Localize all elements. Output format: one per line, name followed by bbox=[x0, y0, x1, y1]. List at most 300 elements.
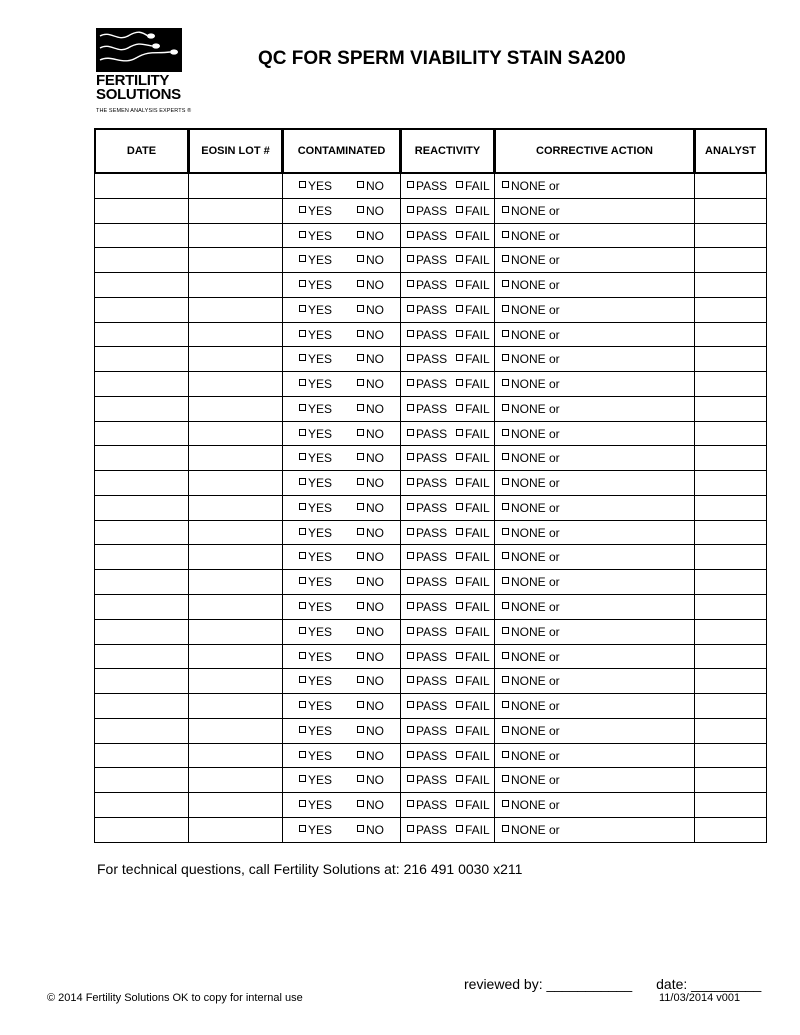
checkbox-icon bbox=[456, 181, 463, 188]
eosin-lot-cell[interactable] bbox=[189, 421, 283, 446]
pass-checkbox[interactable]: PASS bbox=[407, 180, 447, 192]
fail-checkbox[interactable]: FAIL bbox=[456, 824, 490, 836]
checkbox-icon bbox=[299, 280, 306, 287]
checkbox-icon bbox=[407, 528, 414, 535]
date-cell[interactable] bbox=[95, 520, 189, 545]
analyst-cell[interactable] bbox=[695, 223, 767, 248]
no-checkbox[interactable]: NO bbox=[357, 601, 384, 613]
no-checkbox[interactable]: NO bbox=[357, 205, 384, 217]
eosin-lot-cell[interactable] bbox=[189, 669, 283, 694]
fail-checkbox[interactable]: FAIL bbox=[456, 725, 490, 737]
analyst-cell[interactable] bbox=[695, 793, 767, 818]
none-checkbox[interactable]: NONE or bbox=[502, 205, 560, 217]
eosin-lot-cell[interactable] bbox=[189, 446, 283, 471]
no-checkbox[interactable]: NO bbox=[357, 651, 384, 663]
none-checkbox[interactable]: NONE or bbox=[502, 502, 560, 514]
table-row bbox=[95, 743, 767, 768]
yes-checkbox[interactable]: YES bbox=[299, 651, 332, 663]
pass-checkbox[interactable]: PASS bbox=[407, 304, 447, 316]
pass-checkbox[interactable]: PASS bbox=[407, 279, 447, 291]
yes-checkbox[interactable]: YES bbox=[299, 378, 332, 390]
no-checkbox[interactable]: NO bbox=[357, 551, 384, 563]
no-checkbox[interactable]: NO bbox=[357, 725, 384, 737]
analyst-cell[interactable] bbox=[695, 471, 767, 496]
analyst-cell[interactable] bbox=[695, 174, 767, 199]
date-cell[interactable] bbox=[95, 248, 189, 273]
pass-checkbox[interactable]: PASS bbox=[407, 750, 447, 762]
eosin-lot-cell[interactable] bbox=[189, 743, 283, 768]
eosin-lot-cell[interactable] bbox=[189, 198, 283, 223]
yes-checkbox[interactable]: YES bbox=[299, 502, 332, 514]
eosin-lot-cell[interactable] bbox=[189, 223, 283, 248]
checkbox-icon bbox=[456, 800, 463, 807]
eosin-lot-cell[interactable] bbox=[189, 273, 283, 298]
date-cell[interactable] bbox=[95, 595, 189, 620]
none-checkbox[interactable]: NONE or bbox=[502, 774, 560, 786]
date-cell[interactable] bbox=[95, 347, 189, 372]
pass-checkbox[interactable]: PASS bbox=[407, 329, 447, 341]
none-checkbox[interactable]: NONE or bbox=[502, 304, 560, 316]
corrective-action-cell bbox=[495, 644, 695, 669]
contaminated-cell bbox=[283, 495, 401, 520]
eosin-lot-cell[interactable] bbox=[189, 768, 283, 793]
date-cell[interactable] bbox=[95, 669, 189, 694]
no-checkbox[interactable]: NO bbox=[357, 626, 384, 638]
fail-checkbox[interactable]: FAIL bbox=[456, 230, 490, 242]
date-cell[interactable] bbox=[95, 446, 189, 471]
date-cell[interactable] bbox=[95, 545, 189, 570]
fail-checkbox[interactable]: FAIL bbox=[456, 329, 490, 341]
date-cell[interactable] bbox=[95, 396, 189, 421]
none-checkbox[interactable]: NONE or bbox=[502, 675, 560, 687]
logo-wordmark: FERTILITY SOLUTIONS bbox=[96, 72, 181, 103]
checkbox-icon bbox=[357, 206, 364, 213]
none-checkbox[interactable]: NONE or bbox=[502, 230, 560, 242]
checkbox-icon bbox=[299, 206, 306, 213]
checkbox-icon bbox=[502, 577, 509, 584]
checkbox-icon bbox=[407, 354, 414, 361]
checkbox-icon bbox=[456, 652, 463, 659]
checkbox-icon bbox=[299, 354, 306, 361]
yes-checkbox[interactable]: YES bbox=[299, 774, 332, 786]
none-checkbox[interactable]: NONE or bbox=[502, 527, 560, 539]
pass-checkbox[interactable]: PASS bbox=[407, 353, 447, 365]
fail-checkbox[interactable]: FAIL bbox=[456, 502, 490, 514]
corrective-action-cell bbox=[495, 396, 695, 421]
yes-checkbox[interactable]: YES bbox=[299, 254, 332, 266]
analyst-cell[interactable] bbox=[695, 198, 767, 223]
fail-checkbox[interactable]: FAIL bbox=[456, 551, 490, 563]
none-checkbox[interactable]: NONE or bbox=[502, 725, 560, 737]
contaminated-cell bbox=[283, 520, 401, 545]
contaminated-cell bbox=[283, 694, 401, 719]
checkbox-icon bbox=[456, 379, 463, 386]
pass-checkbox[interactable]: PASS bbox=[407, 254, 447, 266]
checkbox-icon bbox=[502, 429, 509, 436]
fail-checkbox[interactable]: FAIL bbox=[456, 180, 490, 192]
pass-checkbox[interactable]: PASS bbox=[407, 205, 447, 217]
none-checkbox[interactable]: NONE or bbox=[502, 700, 560, 712]
yes-checkbox[interactable]: YES bbox=[299, 576, 332, 588]
none-checkbox[interactable]: NONE or bbox=[502, 626, 560, 638]
table-row bbox=[95, 619, 767, 644]
reactivity-cell bbox=[401, 495, 495, 520]
corrective-action-cell bbox=[495, 595, 695, 620]
date-cell[interactable] bbox=[95, 718, 189, 743]
analyst-cell[interactable] bbox=[695, 322, 767, 347]
date-cell[interactable] bbox=[95, 495, 189, 520]
yes-checkbox[interactable]: YES bbox=[299, 700, 332, 712]
fail-checkbox[interactable]: FAIL bbox=[456, 304, 490, 316]
pass-checkbox[interactable]: PASS bbox=[407, 452, 447, 464]
pass-checkbox[interactable]: PASS bbox=[407, 799, 447, 811]
no-checkbox[interactable]: NO bbox=[357, 502, 384, 514]
checkbox-icon bbox=[456, 429, 463, 436]
eosin-lot-cell[interactable] bbox=[189, 520, 283, 545]
yes-checkbox[interactable]: YES bbox=[299, 477, 332, 489]
checkbox-icon bbox=[407, 429, 414, 436]
yes-checkbox[interactable]: YES bbox=[299, 675, 332, 687]
fail-checkbox[interactable]: FAIL bbox=[456, 651, 490, 663]
analyst-cell[interactable] bbox=[695, 372, 767, 397]
fail-checkbox[interactable]: FAIL bbox=[456, 576, 490, 588]
eosin-lot-cell[interactable] bbox=[189, 322, 283, 347]
none-checkbox[interactable]: NONE or bbox=[502, 477, 560, 489]
yes-checkbox[interactable]: YES bbox=[299, 452, 332, 464]
no-checkbox[interactable]: NO bbox=[357, 824, 384, 836]
pass-checkbox[interactable]: PASS bbox=[407, 601, 447, 613]
analyst-cell[interactable] bbox=[695, 595, 767, 620]
checkbox-icon bbox=[502, 181, 509, 188]
none-checkbox[interactable]: NONE or bbox=[502, 452, 560, 464]
none-checkbox[interactable]: NONE or bbox=[502, 428, 560, 440]
sperm-logo-icon bbox=[96, 28, 182, 72]
date-cell[interactable] bbox=[95, 743, 189, 768]
no-checkbox[interactable]: NO bbox=[357, 378, 384, 390]
analyst-cell[interactable] bbox=[695, 644, 767, 669]
checkbox-icon bbox=[299, 231, 306, 238]
table-row bbox=[95, 421, 767, 446]
analyst-cell[interactable] bbox=[695, 347, 767, 372]
pass-checkbox[interactable]: PASS bbox=[407, 651, 447, 663]
checkbox-icon bbox=[456, 280, 463, 287]
no-checkbox[interactable]: NO bbox=[357, 254, 384, 266]
no-checkbox[interactable]: NO bbox=[357, 750, 384, 762]
yes-checkbox[interactable]: YES bbox=[299, 180, 332, 192]
none-checkbox[interactable]: NONE or bbox=[502, 353, 560, 365]
eosin-lot-cell[interactable] bbox=[189, 619, 283, 644]
no-checkbox[interactable]: NO bbox=[357, 675, 384, 687]
fail-checkbox[interactable]: FAIL bbox=[456, 279, 490, 291]
yes-checkbox[interactable]: YES bbox=[299, 725, 332, 737]
pass-checkbox[interactable]: PASS bbox=[407, 824, 447, 836]
checkbox-icon bbox=[502, 751, 509, 758]
fail-checkbox[interactable]: FAIL bbox=[456, 452, 490, 464]
none-checkbox[interactable]: NONE or bbox=[502, 180, 560, 192]
no-checkbox[interactable]: NO bbox=[357, 304, 384, 316]
fail-checkbox[interactable]: FAIL bbox=[456, 601, 490, 613]
no-checkbox[interactable]: NO bbox=[357, 576, 384, 588]
reactivity-cell bbox=[401, 372, 495, 397]
no-checkbox[interactable]: NO bbox=[357, 799, 384, 811]
date-cell[interactable] bbox=[95, 768, 189, 793]
fail-checkbox[interactable]: FAIL bbox=[456, 205, 490, 217]
checkbox-icon bbox=[502, 453, 509, 460]
date-cell[interactable] bbox=[95, 644, 189, 669]
date-cell[interactable] bbox=[95, 322, 189, 347]
fail-checkbox[interactable]: FAIL bbox=[456, 254, 490, 266]
pass-checkbox[interactable]: PASS bbox=[407, 403, 447, 415]
yes-checkbox[interactable]: YES bbox=[299, 205, 332, 217]
checkbox-icon bbox=[407, 305, 414, 312]
analyst-cell[interactable] bbox=[695, 718, 767, 743]
eosin-lot-cell[interactable] bbox=[189, 793, 283, 818]
none-checkbox[interactable]: NONE or bbox=[502, 403, 560, 415]
yes-checkbox[interactable]: YES bbox=[299, 527, 332, 539]
header-analyst: ANALYST bbox=[695, 129, 767, 174]
table-row bbox=[95, 372, 767, 397]
eosin-lot-cell[interactable] bbox=[189, 248, 283, 273]
pass-checkbox[interactable]: PASS bbox=[407, 725, 447, 737]
no-checkbox[interactable]: NO bbox=[357, 230, 384, 242]
date-cell[interactable] bbox=[95, 817, 189, 842]
no-checkbox[interactable]: NO bbox=[357, 452, 384, 464]
contaminated-cell bbox=[283, 471, 401, 496]
reactivity-cell bbox=[401, 471, 495, 496]
analyst-cell[interactable] bbox=[695, 446, 767, 471]
yes-checkbox[interactable]: YES bbox=[299, 329, 332, 341]
date-cell[interactable] bbox=[95, 471, 189, 496]
none-checkbox[interactable]: NONE or bbox=[502, 279, 560, 291]
fail-checkbox[interactable]: FAIL bbox=[456, 403, 490, 415]
none-checkbox[interactable]: NONE or bbox=[502, 651, 560, 663]
checkbox-icon bbox=[502, 280, 509, 287]
analyst-cell[interactable] bbox=[695, 421, 767, 446]
fail-checkbox[interactable]: FAIL bbox=[456, 477, 490, 489]
eosin-lot-cell[interactable] bbox=[189, 545, 283, 570]
checkbox-icon bbox=[299, 528, 306, 535]
analyst-cell[interactable] bbox=[695, 768, 767, 793]
pass-checkbox[interactable]: PASS bbox=[407, 230, 447, 242]
pass-checkbox[interactable]: PASS bbox=[407, 551, 447, 563]
date-cell[interactable] bbox=[95, 694, 189, 719]
checkbox-icon bbox=[299, 726, 306, 733]
no-checkbox[interactable]: NO bbox=[357, 428, 384, 440]
analyst-cell[interactable] bbox=[695, 694, 767, 719]
checkbox-icon bbox=[357, 701, 364, 708]
checkbox-icon bbox=[357, 404, 364, 411]
pass-checkbox[interactable]: PASS bbox=[407, 626, 447, 638]
pass-checkbox[interactable]: PASS bbox=[407, 700, 447, 712]
reactivity-cell bbox=[401, 570, 495, 595]
analyst-cell[interactable] bbox=[695, 297, 767, 322]
pass-checkbox[interactable]: PASS bbox=[407, 477, 447, 489]
review-date-field[interactable]: date: _________ bbox=[656, 976, 762, 992]
pass-checkbox[interactable]: PASS bbox=[407, 675, 447, 687]
date-cell[interactable] bbox=[95, 198, 189, 223]
eosin-lot-cell[interactable] bbox=[189, 718, 283, 743]
checkbox-icon bbox=[502, 800, 509, 807]
none-checkbox[interactable]: NONE or bbox=[502, 329, 560, 341]
checkbox-icon bbox=[299, 429, 306, 436]
date-cell[interactable] bbox=[95, 297, 189, 322]
corrective-action-cell bbox=[495, 793, 695, 818]
table-body bbox=[95, 174, 767, 843]
review-signoff bbox=[464, 976, 761, 992]
checkbox-icon bbox=[407, 577, 414, 584]
pass-checkbox[interactable]: PASS bbox=[407, 576, 447, 588]
yes-checkbox[interactable]: YES bbox=[299, 750, 332, 762]
eosin-lot-cell[interactable] bbox=[189, 694, 283, 719]
fail-checkbox[interactable]: FAIL bbox=[456, 353, 490, 365]
qc-log-table bbox=[94, 128, 767, 843]
none-checkbox[interactable]: NONE or bbox=[502, 799, 560, 811]
yes-checkbox[interactable]: YES bbox=[299, 601, 332, 613]
date-cell[interactable] bbox=[95, 223, 189, 248]
checkbox-icon bbox=[456, 206, 463, 213]
eosin-lot-cell[interactable] bbox=[189, 595, 283, 620]
table-row bbox=[95, 644, 767, 669]
date-cell[interactable] bbox=[95, 570, 189, 595]
yes-checkbox[interactable]: YES bbox=[299, 799, 332, 811]
reactivity-cell bbox=[401, 595, 495, 620]
checkbox-icon bbox=[407, 379, 414, 386]
corrective-action-cell bbox=[495, 273, 695, 298]
eosin-lot-cell[interactable] bbox=[189, 347, 283, 372]
no-checkbox[interactable]: NO bbox=[357, 403, 384, 415]
yes-checkbox[interactable]: YES bbox=[299, 428, 332, 440]
analyst-cell[interactable] bbox=[695, 396, 767, 421]
fail-checkbox[interactable]: FAIL bbox=[456, 378, 490, 390]
reviewed-by-field[interactable]: reviewed by: ___________ bbox=[464, 976, 633, 992]
checkbox-icon bbox=[407, 206, 414, 213]
date-cell[interactable] bbox=[95, 273, 189, 298]
fail-checkbox[interactable]: FAIL bbox=[456, 774, 490, 786]
pass-checkbox[interactable]: PASS bbox=[407, 378, 447, 390]
no-checkbox[interactable]: NO bbox=[357, 477, 384, 489]
analyst-cell[interactable] bbox=[695, 669, 767, 694]
pass-checkbox[interactable]: PASS bbox=[407, 502, 447, 514]
yes-checkbox[interactable]: YES bbox=[299, 230, 332, 242]
yes-checkbox[interactable]: YES bbox=[299, 824, 332, 836]
pass-checkbox[interactable]: PASS bbox=[407, 774, 447, 786]
checkbox-icon bbox=[502, 206, 509, 213]
fail-checkbox[interactable]: FAIL bbox=[456, 527, 490, 539]
analyst-cell[interactable] bbox=[695, 545, 767, 570]
fail-checkbox[interactable]: FAIL bbox=[456, 626, 490, 638]
yes-checkbox[interactable]: YES bbox=[299, 279, 332, 291]
yes-checkbox[interactable]: YES bbox=[299, 353, 332, 365]
checkbox-icon bbox=[299, 652, 306, 659]
checkbox-icon bbox=[456, 305, 463, 312]
checkbox-icon bbox=[502, 528, 509, 535]
corrective-action-cell bbox=[495, 347, 695, 372]
no-checkbox[interactable]: NO bbox=[357, 774, 384, 786]
date-cell[interactable] bbox=[95, 372, 189, 397]
eosin-lot-cell[interactable] bbox=[189, 174, 283, 199]
analyst-cell[interactable] bbox=[695, 248, 767, 273]
contaminated-cell bbox=[283, 421, 401, 446]
none-checkbox[interactable]: NONE or bbox=[502, 254, 560, 266]
yes-checkbox[interactable]: YES bbox=[299, 304, 332, 316]
table-row bbox=[95, 396, 767, 421]
none-checkbox[interactable]: NONE or bbox=[502, 750, 560, 762]
checkbox-icon bbox=[357, 726, 364, 733]
table-row bbox=[95, 223, 767, 248]
analyst-cell[interactable] bbox=[695, 570, 767, 595]
eosin-lot-cell[interactable] bbox=[189, 372, 283, 397]
analyst-cell[interactable] bbox=[695, 817, 767, 842]
analyst-cell[interactable] bbox=[695, 619, 767, 644]
fail-checkbox[interactable]: FAIL bbox=[456, 750, 490, 762]
no-checkbox[interactable]: NO bbox=[357, 700, 384, 712]
table-row bbox=[95, 718, 767, 743]
checkbox-icon bbox=[502, 478, 509, 485]
none-checkbox[interactable]: NONE or bbox=[502, 551, 560, 563]
pass-checkbox[interactable]: PASS bbox=[407, 527, 447, 539]
contaminated-cell bbox=[283, 669, 401, 694]
no-checkbox[interactable]: NO bbox=[357, 527, 384, 539]
checkbox-icon bbox=[407, 404, 414, 411]
analyst-cell[interactable] bbox=[695, 743, 767, 768]
eosin-lot-cell[interactable] bbox=[189, 644, 283, 669]
contaminated-cell bbox=[283, 446, 401, 471]
eosin-lot-cell[interactable] bbox=[189, 471, 283, 496]
corrective-action-cell bbox=[495, 322, 695, 347]
checkbox-icon bbox=[456, 627, 463, 634]
yes-checkbox[interactable]: YES bbox=[299, 551, 332, 563]
date-cell[interactable] bbox=[95, 174, 189, 199]
eosin-lot-cell[interactable] bbox=[189, 817, 283, 842]
eosin-lot-cell[interactable] bbox=[189, 297, 283, 322]
fail-checkbox[interactable]: FAIL bbox=[456, 428, 490, 440]
none-checkbox[interactable]: NONE or bbox=[502, 576, 560, 588]
version-footer: 11/03/2014 v001 bbox=[659, 992, 741, 1004]
reactivity-cell bbox=[401, 520, 495, 545]
fail-checkbox[interactable]: FAIL bbox=[456, 799, 490, 811]
no-checkbox[interactable]: NO bbox=[357, 353, 384, 365]
corrective-action-cell bbox=[495, 174, 695, 199]
checkbox-icon bbox=[502, 404, 509, 411]
yes-checkbox[interactable]: YES bbox=[299, 626, 332, 638]
yes-checkbox[interactable]: YES bbox=[299, 403, 332, 415]
date-cell[interactable] bbox=[95, 619, 189, 644]
no-checkbox[interactable]: NO bbox=[357, 279, 384, 291]
checkbox-icon bbox=[502, 354, 509, 361]
fail-checkbox[interactable]: FAIL bbox=[456, 700, 490, 712]
date-cell[interactable] bbox=[95, 793, 189, 818]
pass-checkbox[interactable]: PASS bbox=[407, 428, 447, 440]
fail-checkbox[interactable]: FAIL bbox=[456, 675, 490, 687]
table-row bbox=[95, 322, 767, 347]
analyst-cell[interactable] bbox=[695, 273, 767, 298]
eosin-lot-cell[interactable] bbox=[189, 570, 283, 595]
none-checkbox[interactable]: NONE or bbox=[502, 378, 560, 390]
no-checkbox[interactable]: NO bbox=[357, 329, 384, 341]
date-cell[interactable] bbox=[95, 421, 189, 446]
no-checkbox[interactable]: NO bbox=[357, 180, 384, 192]
analyst-cell[interactable] bbox=[695, 495, 767, 520]
table-row bbox=[95, 545, 767, 570]
checkbox-icon bbox=[502, 775, 509, 782]
analyst-cell[interactable] bbox=[695, 520, 767, 545]
eosin-lot-cell[interactable] bbox=[189, 396, 283, 421]
checkbox-icon bbox=[299, 825, 306, 832]
none-checkbox[interactable]: NONE or bbox=[502, 824, 560, 836]
checkbox-icon bbox=[357, 503, 364, 510]
eosin-lot-cell[interactable] bbox=[189, 495, 283, 520]
none-checkbox[interactable]: NONE or bbox=[502, 601, 560, 613]
